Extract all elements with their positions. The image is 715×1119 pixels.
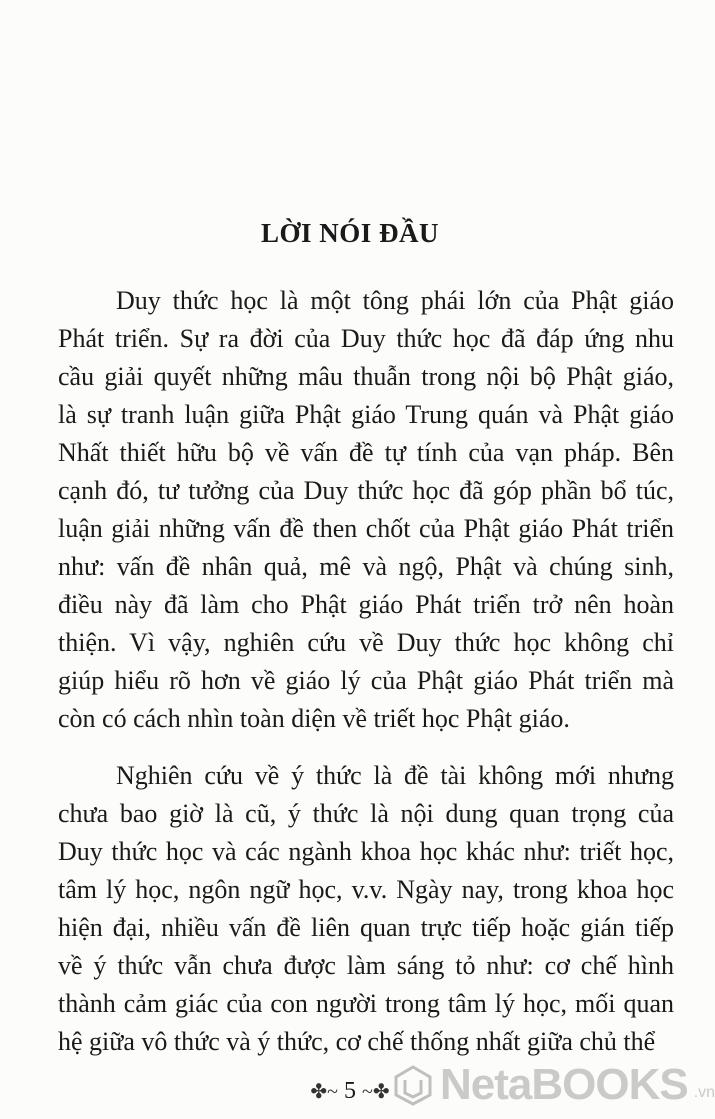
text-line: còn có cách nhìn toàn diện về triết học Phật giáo. bbox=[58, 704, 570, 733]
text-line: Nghiên cứu về ý thức là đề tài không mới nhưng bbox=[116, 761, 674, 790]
text-line: thiện. Vì vậy, nghiên cứu về Duy thức học không chỉ bbox=[58, 628, 674, 657]
text-line: Nhất thiết hữu bộ về vấn đề tự tính của vạn pháp. Bên bbox=[58, 438, 674, 467]
page-number-text: 5 bbox=[344, 1078, 356, 1104]
chapter-title: LỜI NÓI ĐẦU bbox=[260, 218, 440, 248]
text-line: Duy thức học là một tông phái lớn của Phật giáo bbox=[116, 286, 674, 315]
left-ornament-icon: ✤~ bbox=[310, 1081, 338, 1103]
body-text bbox=[58, 282, 674, 1061]
text-line: chưa bao giờ là cũ, ý thức là nội dung quan trọng của bbox=[58, 799, 674, 828]
book-logo-icon bbox=[392, 1064, 434, 1106]
text-line: Duy thức học và các ngành khoa học khác như: triết học, bbox=[58, 837, 674, 866]
text-line: luận giải những vấn đề then chốt của Phật giáo Phát triển bbox=[58, 514, 674, 543]
text-line: thành cảm giác của con người trong tâm lý học, mối quan bbox=[58, 989, 674, 1018]
text-line: hiện đại, nhiều vấn đề liên quan trực tiếp hoặc gián tiếp bbox=[58, 913, 674, 942]
text-line: về ý thức vẫn chưa được làm sáng tỏ như: cơ chế hình bbox=[58, 951, 674, 980]
watermark-suffix: .vn bbox=[693, 1084, 715, 1101]
paragraph bbox=[58, 757, 674, 1061]
text-line: như: vấn đề nhân quả, mê và ngộ, Phật và chúng sinh, bbox=[58, 552, 674, 581]
watermark-brand: NetaBOOKS bbox=[440, 1060, 688, 1109]
text-line: tâm lý học, ngôn ngữ học, v.v. Ngày nay, trong khoa học bbox=[58, 875, 674, 904]
text-line: Phát triển. Sự ra đời của Duy thức học đã đáp ứng nhu bbox=[58, 324, 674, 353]
paragraph bbox=[58, 282, 674, 738]
text-line: cạnh đó, tư tưởng của Duy thức học đã góp phần bổ túc, bbox=[58, 476, 674, 505]
text-line: cầu giải quyết những mâu thuẫn trong nội bộ Phật giáo, bbox=[58, 362, 674, 391]
text-line: hệ giữa vô thức và ý thức, cơ chế thống nhất giữa chủ thể bbox=[58, 1027, 656, 1056]
right-ornament-icon: ~✤ bbox=[362, 1081, 390, 1103]
bleed-through-text bbox=[264, 40, 694, 74]
text-line: là sự tranh luận giữa Phật giáo Trung quán và Phật giáo bbox=[58, 400, 674, 429]
text-line: điều này đã làm cho Phật giáo Phát triển trở nên hoàn bbox=[58, 590, 674, 619]
text-line: giúp hiểu rõ hơn về giáo lý của Phật giáo Phát triển mà bbox=[58, 666, 674, 695]
watermark bbox=[392, 1060, 715, 1110]
